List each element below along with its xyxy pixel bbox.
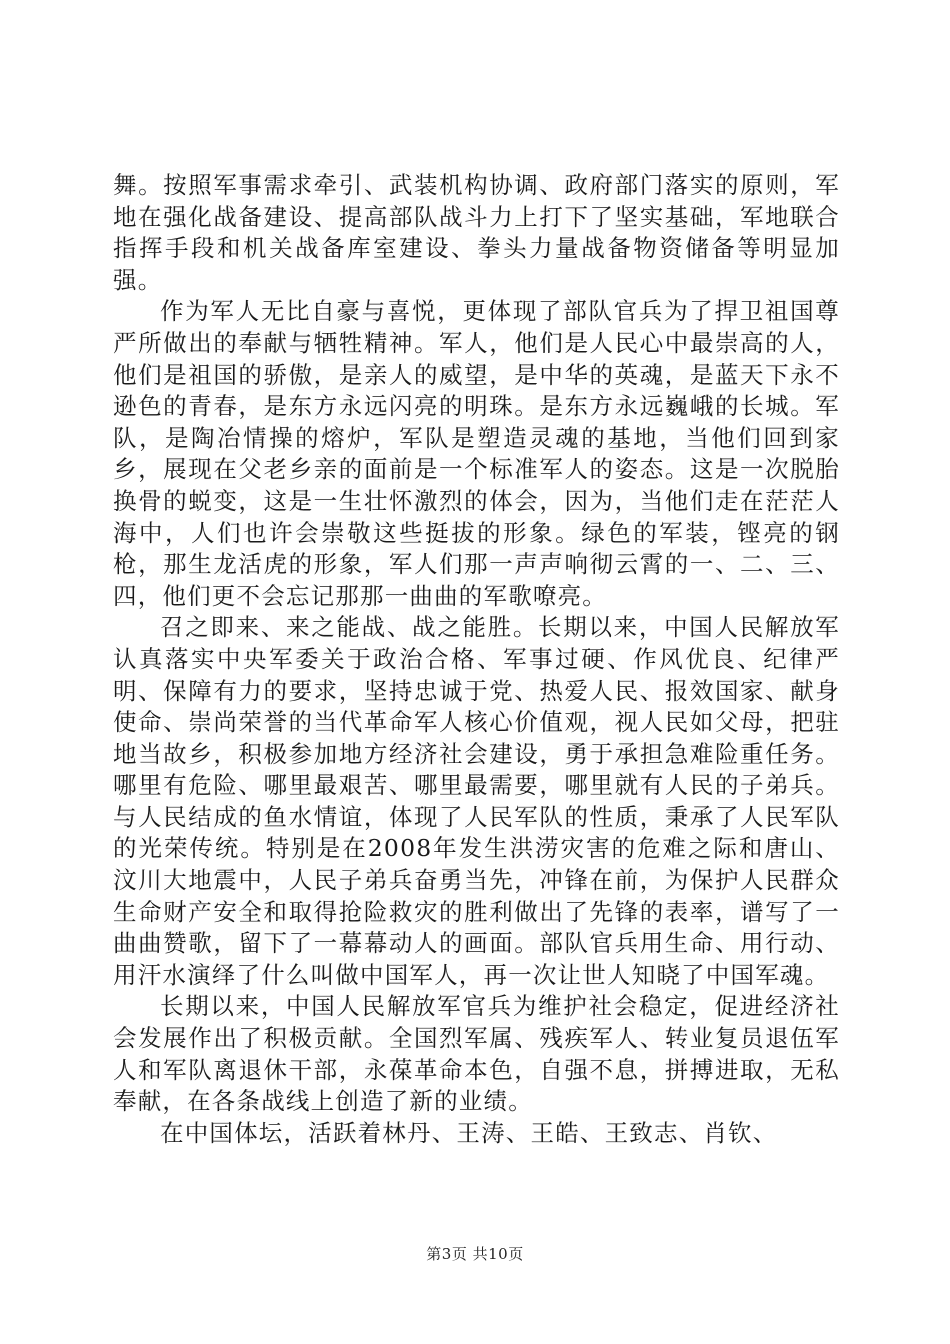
paragraph-3: 召之即来、来之能战、战之能胜。长期以来，中国人民解放军认真落实中央军委关于政治合格、军事过硬、作风优良、纪律严明、保障有力的要求，坚持忠诚于党、热爱人民、报效国家、献身使命、崇尚荣誉的当代革命军人核心价值观，视人民如父母，把驻地当故乡，积极参加地方经济社会建设，勇于承担急难险重任务。哪里有危险、哪里最艰苦、哪里最需要，哪里就有人民的子弟兵。与人民结成的鱼水情谊，体现了人民军队的性质，秉承了人民军队的光荣传统。特别是在2008年发生洪涝灾害的危难之际和唐山、汶川大地震中，人民子弟兵奋勇当先，冲锋在前，为保护人民群众生命财产安全和取得抢险救灾的胜利做出了先锋的表率，谱写了一曲曲赞歌，留下了一幕幕动人的画面。部队官兵用生命、用行动、用汗水演绎了什么叫做中国军人，再一次让世人知晓了中国军魂。 (113, 613, 840, 989)
document-body (113, 170, 840, 1149)
paragraph-4: 长期以来，中国人民解放军官兵为维护社会稳定，促进经济社会发展作出了积极贡献。全国烈军属、残疾军人、转业复员退伍军人和军队离退休干部，永葆革命本色，自强不息，拼搏进取，无私奉献，在各条战线上创造了新的业绩。 (113, 992, 840, 1116)
paragraph-2: 作为军人无比自豪与喜悦，更体现了部队官兵为了捍卫祖国尊严所做出的奉献与牺牲精神。军人，他们是人民心中最崇高的人，他们是祖国的骄傲，是亲人的威望，是中华的英魂，是蓝天下永不逊色的青春，是东方永远闪亮的明珠。是东方永远巍峨的长城。军队，是陶冶情操的熔炉，军队是塑造灵魂的基地，当他们回到家乡，展现在父老乡亲的面前是一个标准军人的姿态。这是一次脱胎换骨的蜕变，这是一生壮怀激烈的体会，因为，当他们走在茫茫人海中，人们也许会崇敬这些挺拔的形象。绿色的军装，铿亮的钢枪，那生龙活虎的形象，军人们那一声声响彻云霄的一、二、三、四，他们更不会忘记那那一曲曲的军歌嘹亮。 (113, 297, 840, 610)
paragraph-1: 舞。按照军事需求牵引、武装机构协调、政府部门落实的原则，军地在强化战备建设、提高部队战斗力上打下了坚实基础，军地联合指挥手段和机关战备库室建设、拳头力量战备物资储备等明显加强。 (113, 171, 840, 294)
page-number-footer: 第3页 共10页 (426, 1245, 524, 1263)
paragraph-5: 在中国体坛，活跃着林丹、王涛、王皓、王致志、肖钦、 (160, 1118, 778, 1147)
